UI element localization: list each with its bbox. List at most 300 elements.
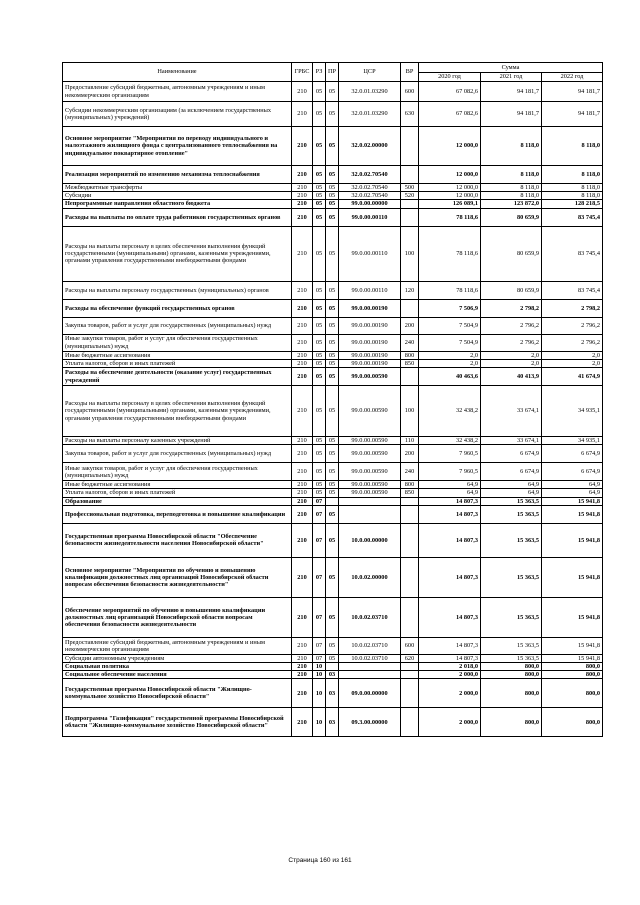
row-2022-cell: 15 941,8 (542, 637, 603, 654)
table-row (63, 102, 603, 127)
row-name-cell: Уплата налогов, сборов и иных платежей (63, 359, 292, 367)
row-2022-cell: 94 181,7 (542, 102, 603, 127)
row-rz-cell: 05 (313, 127, 326, 166)
row-2022-cell: 34 935,1 (542, 437, 603, 445)
row-name-cell: Непрограммные направления областного бюджета (63, 200, 292, 208)
table-row (63, 654, 603, 662)
table-row (63, 82, 603, 102)
row-rz-cell: 05 (313, 299, 326, 317)
table-row (63, 334, 603, 351)
row-pr-cell: 05 (326, 281, 339, 299)
row-2020-cell: 14 807,3 (419, 557, 481, 597)
row-vr-cell: 600 (401, 637, 419, 654)
row-grbs-cell: 210 (292, 386, 313, 437)
row-2022-cell: 64,9 (542, 489, 603, 497)
row-vr-cell: 630 (401, 102, 419, 127)
row-csr-cell: 99.0.00.00190 (339, 359, 401, 367)
row-name-cell: Основное мероприятие "Мероприятия по переводу индивидуального и малоэтажного жилищного фонда с централизованного теплоснабжения на индивидуальное поквартирное отопление" (63, 127, 292, 166)
table-row (63, 281, 603, 299)
table-row (63, 663, 603, 671)
row-grbs-cell: 210 (292, 82, 313, 102)
row-csr-cell: 32.0.02.70540 (339, 166, 401, 184)
row-2022-cell: 15 941,8 (542, 523, 603, 557)
table-row (63, 497, 603, 505)
table-row (63, 505, 603, 523)
row-2021-cell: 80 659,9 (481, 226, 542, 281)
row-rz-cell: 05 (313, 208, 326, 226)
row-pr-cell: 05 (326, 102, 339, 127)
table-row (63, 317, 603, 334)
row-2022-cell: 8 118,0 (542, 127, 603, 166)
row-2022-cell: 6 674,9 (542, 445, 603, 463)
row-2022-cell: 41 674,9 (542, 368, 603, 386)
header-csr: ЦСР (339, 63, 401, 82)
row-grbs-cell: 210 (292, 184, 313, 192)
row-2022-cell: 15 941,8 (542, 557, 603, 597)
row-2021-cell: 94 181,7 (481, 82, 542, 102)
row-2021-cell: 2 798,2 (481, 299, 542, 317)
row-name-cell: Субсидии (63, 192, 292, 200)
row-pr-cell: 05 (326, 200, 339, 208)
row-vr-cell (401, 200, 419, 208)
row-rz-cell: 05 (313, 82, 326, 102)
row-2022-cell: 64,9 (542, 481, 603, 489)
row-grbs-cell: 210 (292, 663, 313, 671)
row-rz-cell: 05 (313, 351, 326, 359)
table-row (63, 386, 603, 437)
row-2020-cell: 78 118,6 (419, 208, 481, 226)
row-name-cell: Закупка товаров, работ и услуг для государственных (муниципальных) нужд (63, 445, 292, 463)
row-vr-cell: 100 (401, 386, 419, 437)
row-rz-cell: 05 (313, 359, 326, 367)
row-pr-cell (326, 497, 339, 505)
row-pr-cell: 05 (326, 226, 339, 281)
row-grbs-cell: 210 (292, 281, 313, 299)
row-2020-cell: 7 504,9 (419, 334, 481, 351)
table-row (63, 671, 603, 679)
row-2020-cell: 67 082,6 (419, 102, 481, 127)
row-name-cell: Расходы на обеспечение функций государственных органов (63, 299, 292, 317)
row-grbs-cell: 210 (292, 671, 313, 679)
row-grbs-cell: 210 (292, 351, 313, 359)
table-row (63, 208, 603, 226)
row-2022-cell: 2 796,2 (542, 334, 603, 351)
row-2021-cell: 800,0 (481, 708, 542, 737)
row-2022-cell: 128 218,5 (542, 200, 603, 208)
row-2022-cell: 83 745,4 (542, 208, 603, 226)
row-2020-cell: 2,0 (419, 359, 481, 367)
table-row (63, 489, 603, 497)
row-name-cell: Социальное обеспечение населения (63, 671, 292, 679)
row-grbs-cell: 210 (292, 299, 313, 317)
row-name-cell: Расходы на выплаты персоналу в целях обеспечения выполнения функций государственными (муниципальными) органами, казенными учреждениями, органами управления государственными внебюджетными фондами (63, 226, 292, 281)
row-vr-cell (401, 497, 419, 505)
row-grbs-cell: 210 (292, 654, 313, 662)
row-rz-cell: 05 (313, 445, 326, 463)
row-2020-cell: 7 960,5 (419, 445, 481, 463)
row-pr-cell: 05 (326, 184, 339, 192)
row-grbs-cell: 210 (292, 200, 313, 208)
row-vr-cell: 850 (401, 359, 419, 367)
row-vr-cell (401, 523, 419, 557)
row-2021-cell: 15 363,5 (481, 637, 542, 654)
row-2021-cell: 6 674,9 (481, 445, 542, 463)
row-csr-cell: 32.0.02.70540 (339, 184, 401, 192)
header-year-2021: 2021 год (481, 73, 542, 82)
row-csr-cell: 99.0.00.00590 (339, 481, 401, 489)
row-vr-cell: 620 (401, 654, 419, 662)
row-grbs-cell: 210 (292, 463, 313, 481)
row-name-cell: Расходы на выплаты персоналу государственных (муниципальных) органов (63, 281, 292, 299)
row-name-cell: Реализация мероприятий по изменению механизма теплоснабжения (63, 166, 292, 184)
row-2020-cell: 78 118,6 (419, 226, 481, 281)
row-vr-cell: 200 (401, 445, 419, 463)
row-vr-cell (401, 299, 419, 317)
row-csr-cell: 99.0.00.00590 (339, 463, 401, 481)
table-row (63, 463, 603, 481)
row-2021-cell: 800,0 (481, 679, 542, 708)
row-csr-cell: 10.0.02.03710 (339, 654, 401, 662)
row-2020-cell: 14 807,3 (419, 523, 481, 557)
row-rz-cell: 05 (313, 386, 326, 437)
row-2021-cell: 2,0 (481, 359, 542, 367)
row-pr-cell: 05 (326, 82, 339, 102)
row-name-cell: Расходы на выплаты по оплате труда работников государственных органов (63, 208, 292, 226)
row-name-cell: Предоставление субсидий бюджетным, автономным учреждениям и иным некоммерческим организациям (63, 637, 292, 654)
row-vr-cell (401, 679, 419, 708)
row-grbs-cell: 210 (292, 597, 313, 637)
row-2020-cell: 7 506,9 (419, 299, 481, 317)
row-rz-cell: 05 (313, 102, 326, 127)
table-row (63, 445, 603, 463)
row-grbs-cell: 210 (292, 505, 313, 523)
table-row (63, 299, 603, 317)
table-body (63, 82, 603, 737)
row-grbs-cell: 210 (292, 166, 313, 184)
row-2020-cell: 12 000,0 (419, 192, 481, 200)
row-pr-cell (326, 663, 339, 671)
row-2020-cell: 7 960,5 (419, 463, 481, 481)
row-2021-cell: 15 363,5 (481, 597, 542, 637)
row-name-cell: Государственная программа Новосибирской области "Жилищно-коммунальное хозяйство Новосибирской области" (63, 679, 292, 708)
row-vr-cell: 240 (401, 334, 419, 351)
row-name-cell: Расходы на выплаты персоналу в целях обеспечения выполнения функций государственными (муниципальными) органами, казенными учреждениями, органами управления государственными внебюджетными фондами (63, 386, 292, 437)
row-grbs-cell: 210 (292, 127, 313, 166)
row-2021-cell: 15 363,5 (481, 497, 542, 505)
row-2021-cell: 64,9 (481, 481, 542, 489)
row-rz-cell: 05 (313, 192, 326, 200)
row-2022-cell: 800,0 (542, 679, 603, 708)
row-vr-cell (401, 671, 419, 679)
header-year-2022: 2022 год (542, 73, 603, 82)
header-name: Наименование (63, 63, 292, 82)
row-2021-cell: 123 872,0 (481, 200, 542, 208)
row-grbs-cell: 210 (292, 481, 313, 489)
row-name-cell: Подпрограмма "Газификация" государственной программы Новосибирской области "Жилищно-коммунальное хозяйство Новосибирской области" (63, 708, 292, 737)
row-2020-cell: 126 089,1 (419, 200, 481, 208)
row-pr-cell: 05 (326, 368, 339, 386)
row-pr-cell: 05 (326, 463, 339, 481)
header-rz: РЗ (313, 63, 326, 82)
row-name-cell: Иные бюджетные ассигнования (63, 481, 292, 489)
row-name-cell: Межбюджетные трансферты (63, 184, 292, 192)
row-pr-cell: 05 (326, 437, 339, 445)
row-2021-cell: 94 181,7 (481, 102, 542, 127)
row-pr-cell: 03 (326, 679, 339, 708)
row-pr-cell: 05 (326, 523, 339, 557)
row-2020-cell: 7 504,9 (419, 317, 481, 334)
header-pr: ПР (326, 63, 339, 82)
row-pr-cell: 03 (326, 671, 339, 679)
row-csr-cell: 99.0.00.00190 (339, 334, 401, 351)
row-2022-cell: 800,0 (542, 663, 603, 671)
row-name-cell: Социальная политика (63, 663, 292, 671)
row-rz-cell: 05 (313, 481, 326, 489)
row-rz-cell: 07 (313, 523, 326, 557)
table-row (63, 557, 603, 597)
row-2021-cell: 8 118,0 (481, 192, 542, 200)
table-row (63, 351, 603, 359)
row-name-cell: Уплата налогов, сборов и иных платежей (63, 489, 292, 497)
row-pr-cell: 05 (326, 317, 339, 334)
table-row (63, 637, 603, 654)
row-rz-cell: 05 (313, 368, 326, 386)
table-row (63, 184, 603, 192)
row-name-cell: Субсидии некоммерческим организациям (за исключением государственных (муниципальных) учреждений) (63, 102, 292, 127)
row-grbs-cell: 210 (292, 334, 313, 351)
row-pr-cell: 05 (326, 637, 339, 654)
row-2020-cell: 64,9 (419, 489, 481, 497)
row-vr-cell: 110 (401, 437, 419, 445)
row-2020-cell: 78 118,6 (419, 281, 481, 299)
row-2021-cell: 800,0 (481, 671, 542, 679)
row-csr-cell: 09.3.00.00000 (339, 708, 401, 737)
row-pr-cell: 05 (326, 505, 339, 523)
row-csr-cell: 99.0.00.00110 (339, 281, 401, 299)
row-rz-cell: 10 (313, 708, 326, 737)
row-rz-cell: 07 (313, 497, 326, 505)
row-pr-cell: 05 (326, 127, 339, 166)
row-name-cell: Профессиональная подготовка, переподготовка и повышение квалификации (63, 505, 292, 523)
row-grbs-cell: 210 (292, 317, 313, 334)
row-csr-cell (339, 505, 401, 523)
row-2022-cell: 83 745,4 (542, 226, 603, 281)
row-2021-cell: 15 363,5 (481, 505, 542, 523)
row-grbs-cell: 210 (292, 368, 313, 386)
row-2022-cell: 8 118,0 (542, 192, 603, 200)
row-csr-cell: 10.0.02.00000 (339, 557, 401, 597)
row-2021-cell: 15 363,5 (481, 523, 542, 557)
row-csr-cell: 99.0.00.00190 (339, 317, 401, 334)
row-2022-cell: 2 796,2 (542, 317, 603, 334)
budget-table-container (62, 62, 602, 737)
row-csr-cell: 99.0.00.00190 (339, 351, 401, 359)
row-vr-cell: 240 (401, 463, 419, 481)
row-rz-cell: 05 (313, 437, 326, 445)
table-row (63, 127, 603, 166)
row-pr-cell: 05 (326, 489, 339, 497)
row-csr-cell: 10.0.02.03710 (339, 597, 401, 637)
row-vr-cell (401, 505, 419, 523)
row-pr-cell: 05 (326, 166, 339, 184)
row-2022-cell: 2 798,2 (542, 299, 603, 317)
row-rz-cell: 05 (313, 226, 326, 281)
row-2020-cell: 2 018,0 (419, 663, 481, 671)
row-csr-cell: 10.0.02.03710 (339, 637, 401, 654)
row-pr-cell: 05 (326, 654, 339, 662)
row-vr-cell: 120 (401, 281, 419, 299)
row-rz-cell: 05 (313, 489, 326, 497)
row-grbs-cell: 210 (292, 445, 313, 463)
row-rz-cell: 05 (313, 281, 326, 299)
row-2022-cell: 83 745,4 (542, 281, 603, 299)
row-csr-cell: 99.0.00.00000 (339, 200, 401, 208)
row-2021-cell: 80 659,9 (481, 281, 542, 299)
row-2020-cell: 12 000,0 (419, 184, 481, 192)
table-row (63, 597, 603, 637)
row-csr-cell: 99.0.00.00590 (339, 437, 401, 445)
row-vr-cell: 100 (401, 226, 419, 281)
row-rz-cell: 07 (313, 637, 326, 654)
row-name-cell: Иные бюджетные ассигнования (63, 351, 292, 359)
row-2022-cell: 34 935,1 (542, 386, 603, 437)
row-grbs-cell: 210 (292, 226, 313, 281)
row-2021-cell: 8 118,0 (481, 166, 542, 184)
row-name-cell: Субсидии автономным учреждениям (63, 654, 292, 662)
table-row (63, 368, 603, 386)
table-row (63, 192, 603, 200)
table-row (63, 481, 603, 489)
row-2020-cell: 40 463,6 (419, 368, 481, 386)
page-footer: Страница 160 из 161 (288, 857, 352, 864)
row-csr-cell: 32.0.02.00000 (339, 127, 401, 166)
row-csr-cell (339, 671, 401, 679)
row-pr-cell: 05 (326, 351, 339, 359)
row-2022-cell: 94 181,7 (542, 82, 603, 102)
row-2021-cell: 15 363,5 (481, 654, 542, 662)
row-pr-cell: 05 (326, 299, 339, 317)
row-2020-cell: 2 000,0 (419, 708, 481, 737)
row-2020-cell: 2 000,0 (419, 671, 481, 679)
row-name-cell: Иные закупки товаров, работ и услуг для обеспечения государственных (муниципальных) нужд (63, 334, 292, 351)
row-2022-cell: 6 674,9 (542, 463, 603, 481)
row-name-cell: Иные закупки товаров, работ и услуг для обеспечения государственных (муниципальных) нужд (63, 463, 292, 481)
row-rz-cell: 07 (313, 654, 326, 662)
row-pr-cell: 05 (326, 334, 339, 351)
table-row (63, 200, 603, 208)
row-2021-cell: 40 413,9 (481, 368, 542, 386)
row-2020-cell: 14 807,3 (419, 597, 481, 637)
row-pr-cell: 05 (326, 359, 339, 367)
row-vr-cell (401, 663, 419, 671)
budget-table (62, 62, 603, 737)
row-2020-cell: 2 000,0 (419, 679, 481, 708)
row-2021-cell: 15 363,5 (481, 557, 542, 597)
row-2021-cell: 2,0 (481, 351, 542, 359)
row-name-cell: Государственная программа Новосибирской области "Обеспечение безопасности жизнедеятельности населения Новосибирской области" (63, 523, 292, 557)
row-2020-cell: 67 082,6 (419, 82, 481, 102)
row-2022-cell: 15 941,8 (542, 654, 603, 662)
row-2020-cell: 64,9 (419, 481, 481, 489)
row-vr-cell (401, 166, 419, 184)
row-csr-cell: 32.0.02.70540 (339, 192, 401, 200)
row-grbs-cell: 210 (292, 102, 313, 127)
table-row (63, 359, 603, 367)
header-year-2020: 2020 год (419, 73, 481, 82)
row-2020-cell: 14 807,3 (419, 637, 481, 654)
row-grbs-cell: 210 (292, 523, 313, 557)
row-2022-cell: 2,0 (542, 359, 603, 367)
table-row (63, 523, 603, 557)
row-name-cell: Обеспечение мероприятий по обучению и повышению квалификации должностных лиц организаций Новосибирской области вопросам обеспечения безопасности жизнедеятельности (63, 597, 292, 637)
row-pr-cell: 05 (326, 445, 339, 463)
row-rz-cell: 05 (313, 334, 326, 351)
table-row (63, 437, 603, 445)
row-name-cell: Закупка товаров, работ и услуг для государственных (муниципальных) нужд (63, 317, 292, 334)
row-csr-cell (339, 497, 401, 505)
row-2021-cell: 8 118,0 (481, 184, 542, 192)
table-row (63, 679, 603, 708)
row-rz-cell: 07 (313, 597, 326, 637)
row-name-cell: Предоставление субсидий бюджетным, автономным учреждениям и иным некоммерческим организациям (63, 82, 292, 102)
row-2021-cell: 33 674,1 (481, 437, 542, 445)
table-row (63, 166, 603, 184)
row-pr-cell: 05 (326, 208, 339, 226)
row-grbs-cell: 210 (292, 679, 313, 708)
row-grbs-cell: 210 (292, 208, 313, 226)
row-2020-cell: 32 438,2 (419, 437, 481, 445)
row-2020-cell: 14 807,3 (419, 497, 481, 505)
row-vr-cell (401, 597, 419, 637)
row-csr-cell: 10.0.00.00000 (339, 523, 401, 557)
row-rz-cell: 05 (313, 166, 326, 184)
row-vr-cell (401, 368, 419, 386)
row-2022-cell: 8 118,0 (542, 166, 603, 184)
header-grbs: ГРБС (292, 63, 313, 82)
row-2022-cell: 15 941,8 (542, 497, 603, 505)
row-csr-cell: 99.0.00.00110 (339, 226, 401, 281)
row-grbs-cell: 210 (292, 359, 313, 367)
row-pr-cell: 05 (326, 597, 339, 637)
row-csr-cell: 99.0.00.00110 (339, 208, 401, 226)
row-rz-cell: 05 (313, 317, 326, 334)
row-grbs-cell: 210 (292, 708, 313, 737)
row-2020-cell: 14 807,3 (419, 654, 481, 662)
row-csr-cell: 32.0.01.03290 (339, 82, 401, 102)
row-rz-cell: 10 (313, 663, 326, 671)
row-grbs-cell: 210 (292, 557, 313, 597)
row-vr-cell (401, 127, 419, 166)
row-pr-cell: 03 (326, 708, 339, 737)
row-grbs-cell: 210 (292, 437, 313, 445)
row-2021-cell: 33 674,1 (481, 386, 542, 437)
row-rz-cell: 07 (313, 557, 326, 597)
row-vr-cell (401, 208, 419, 226)
row-2022-cell: 15 941,8 (542, 505, 603, 523)
row-2021-cell: 2 796,2 (481, 317, 542, 334)
row-csr-cell: 99.0.00.00590 (339, 368, 401, 386)
row-vr-cell (401, 557, 419, 597)
row-2021-cell: 8 118,0 (481, 127, 542, 166)
header-sum: Сумма (419, 63, 603, 73)
row-2022-cell: 800,0 (542, 708, 603, 737)
row-name-cell: Расходы на выплаты персоналу казенных учреждений (63, 437, 292, 445)
row-rz-cell: 10 (313, 671, 326, 679)
row-csr-cell: 32.0.01.03290 (339, 102, 401, 127)
row-name-cell: Образование (63, 497, 292, 505)
row-2021-cell: 2 796,2 (481, 334, 542, 351)
row-2020-cell: 14 807,3 (419, 505, 481, 523)
